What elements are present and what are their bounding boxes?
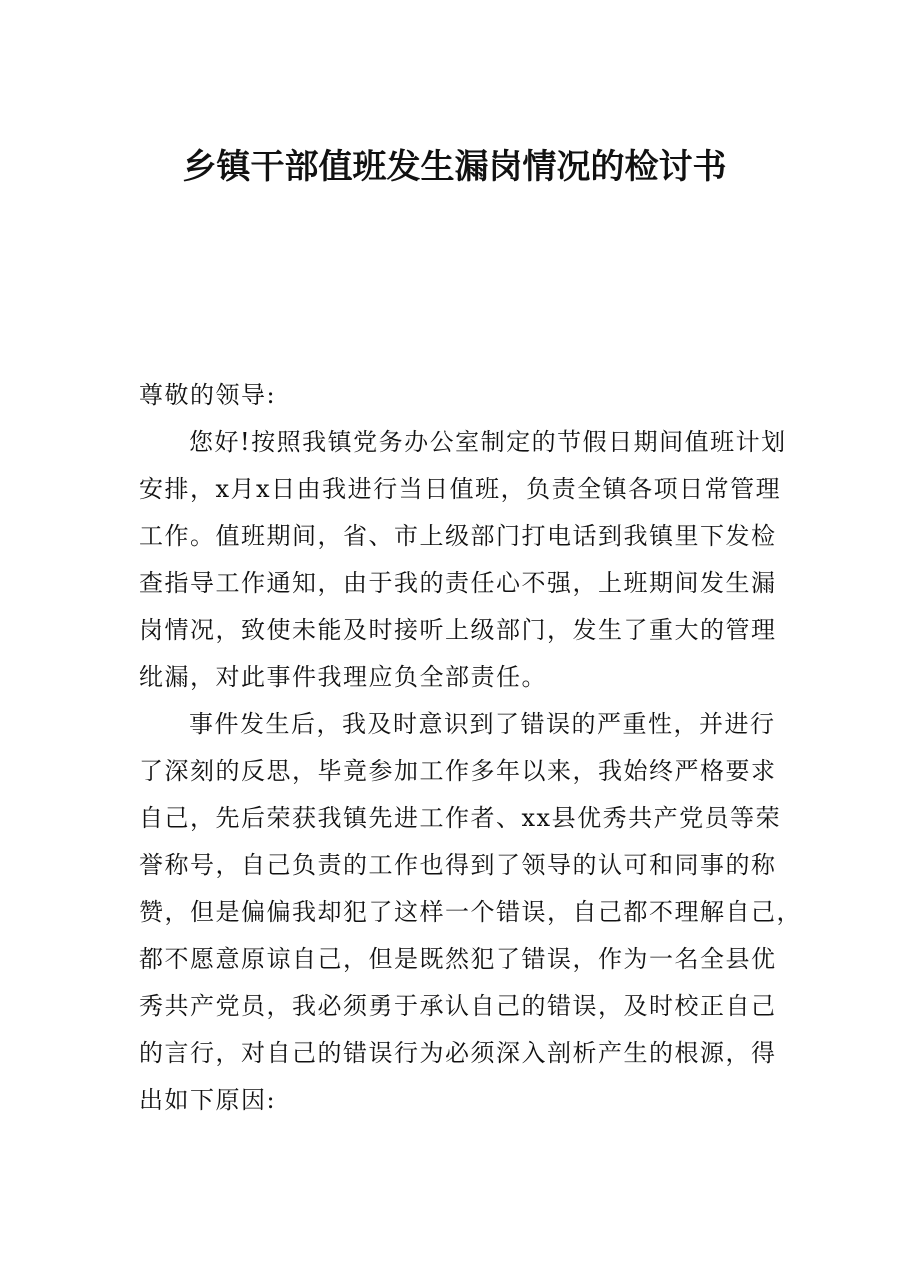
paragraph-line: 誉称号，自己负责的工作也得到了领导的认可和同事的称 [139, 851, 777, 879]
paragraph-line: 安排，x月x日由我进行当日值班，负责全镇各项日常管理 [139, 475, 782, 503]
paragraph-line: 的言行，对自己的错误行为必须深入剖析产生的根源，得 [139, 1039, 777, 1067]
document-body [139, 372, 802, 1124]
paragraph-line: 出如下原因: [139, 1086, 277, 1114]
paragraph-line: 查指导工作通知，由于我的责任心不强，上班期间发生漏 [139, 569, 777, 597]
paragraph-line: 了深刻的反思，毕竟参加工作多年以来，我始终严格要求 [139, 757, 777, 785]
paragraph-line: 岗情况，致使未能及时接听上级部门，发生了重大的管理 [139, 616, 777, 644]
paragraph-line: 都不愿意原谅自己，但是既然犯了错误，作为一名全县优 [139, 945, 777, 973]
paragraph-line: 赞，但是偏偏我却犯了这样一个错误，自己都不理解自己， [139, 898, 802, 926]
paragraph-line: 工作。值班期间，省、市上级部门打电话到我镇里下发检 [139, 522, 777, 550]
document-title: 乡镇干部值班发生漏岗情况的检讨书 [182, 147, 727, 187]
paragraph-line: 秀共产党员，我必须勇于承认自己的错误，及时校正自己 [139, 992, 777, 1020]
paragraph-line: 您好!按照我镇党务办公室制定的节假日期间值班计划 [189, 428, 787, 456]
paragraph-line: 纰漏，对此事件我理应负全部责任。 [139, 663, 547, 691]
salutation-line: 尊敬的领导: [139, 381, 277, 409]
paragraph-line: 事件发生后，我及时意识到了错误的严重性，并进行 [189, 710, 776, 738]
paragraph-line: 自己，先后荣获我镇先进工作者、xx县优秀共产党员等荣 [139, 804, 782, 832]
